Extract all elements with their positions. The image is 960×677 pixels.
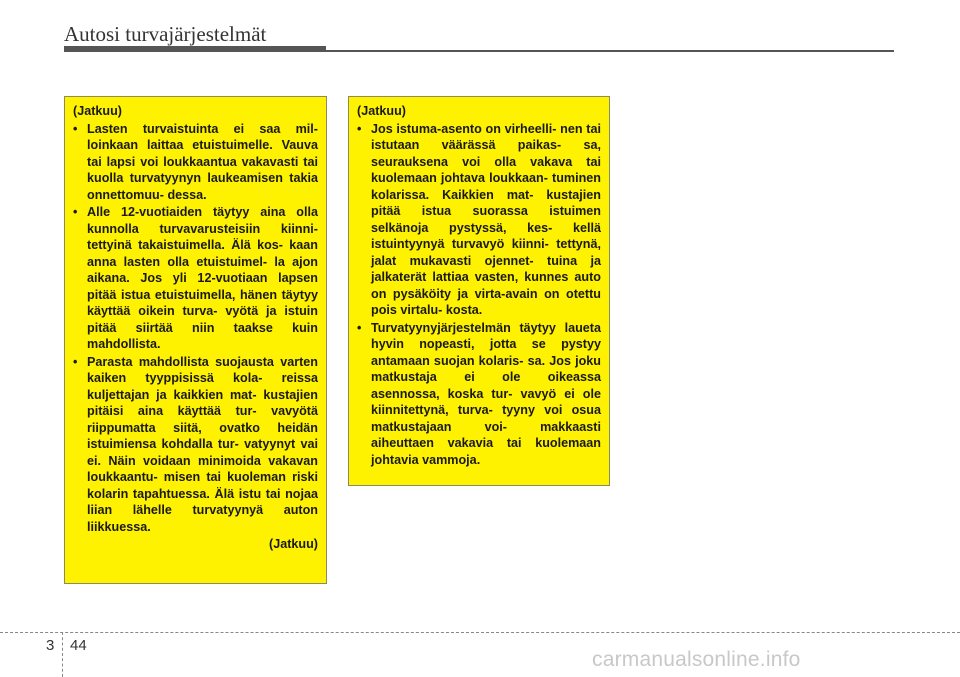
box-heading: (Jatkuu) bbox=[73, 104, 122, 118]
box-heading: (Jatkuu) bbox=[357, 104, 406, 118]
box-footer-continued: (Jatkuu) bbox=[269, 537, 318, 551]
warning-box-right bbox=[348, 96, 610, 486]
header-rule-thick bbox=[64, 46, 326, 52]
footer-rule bbox=[0, 632, 960, 633]
list-item: • Alle 12-vuotiaiden täytyy aina olla kunnolla turvavarusteisiin kiinni- tettyinä takaistuimella. Älä kos- kaan anna lasten olla etuistuimel- la ajon aikana. Jos yli 12-vuotiaan lapsen pitää istua etuistuimella, hänen täytyy käyttää oikein turva- vyötä ja istuin pitää siirtää niin taakse kuin mahdollista. bbox=[73, 204, 318, 353]
list-item: • Turvatyynyjärjestelmän täytyy laueta hyvin nopeasti, jotta se pystyy antamaan suojan kolaris- sa. Jos joku matkustaja ei ole oikeassa asennossa, koska tur- vavyö ei ole kiinnitettynä, turva- tyyny voi osua matkustajaan voi- makkaasti aiheuttaen vakavia tai kuolemaan johtavia vammoja. bbox=[357, 320, 601, 469]
footer-divider bbox=[62, 632, 63, 677]
list-item: • Lasten turvaistuinta ei saa mil- loinkaan laittaa etuistuimelle. Vauva tai lapsi voi loukkaantua vakavasti tai kuolla turvatyynyn laukeamisen takia onnettomuu- dessa. bbox=[73, 121, 318, 204]
page-header-title: Autosi turvajärjestelmät bbox=[64, 22, 267, 46]
bullet-list bbox=[73, 121, 318, 536]
header-rule-thin bbox=[326, 50, 894, 52]
list-item: • Parasta mahdollista suojausta varten kaiken tyyppisissä kola- reissa kuljettajan ja kaikkien mat- kustajien pitäisi aina käyttää tur- vavyötä riippumatta siitä, ovatko heidän istuimiensa kohdalla tur- vatyynyt vai ei. Näin voidaan minimoida vakavan loukkaantu- misen tai kuoleman riski kolarin tapahtuessa. Älä istu tai nojaa liian lähelle turvatyynyä auton liikkuessa. bbox=[73, 354, 318, 536]
chapter-number: 3 bbox=[46, 637, 55, 654]
warning-box-left bbox=[64, 96, 327, 584]
bullet-list bbox=[357, 121, 601, 469]
list-item: • Jos istuma-asento on virheelli- nen tai istutaan väärässä paikas- sa, seurauksena voi olla vakava tai kuolemaan johtava loukkaan- tuminen kolarissa. Kaikkien mat- kustajien pitää istua suorassa istuimen selkänoja pystyssä, kes- kellä istuintyynyä turvavyö kiinni- tettynä, jalat mukavasti ojennet- tuina ja jalkaterät lattiaa vasten, kunnes auto on pysäköity ja virta-avain on otettu pois virtalu- kosta. bbox=[357, 121, 601, 319]
watermark: carmanualsonline.info bbox=[592, 648, 801, 671]
page-number: 44 bbox=[70, 637, 87, 654]
